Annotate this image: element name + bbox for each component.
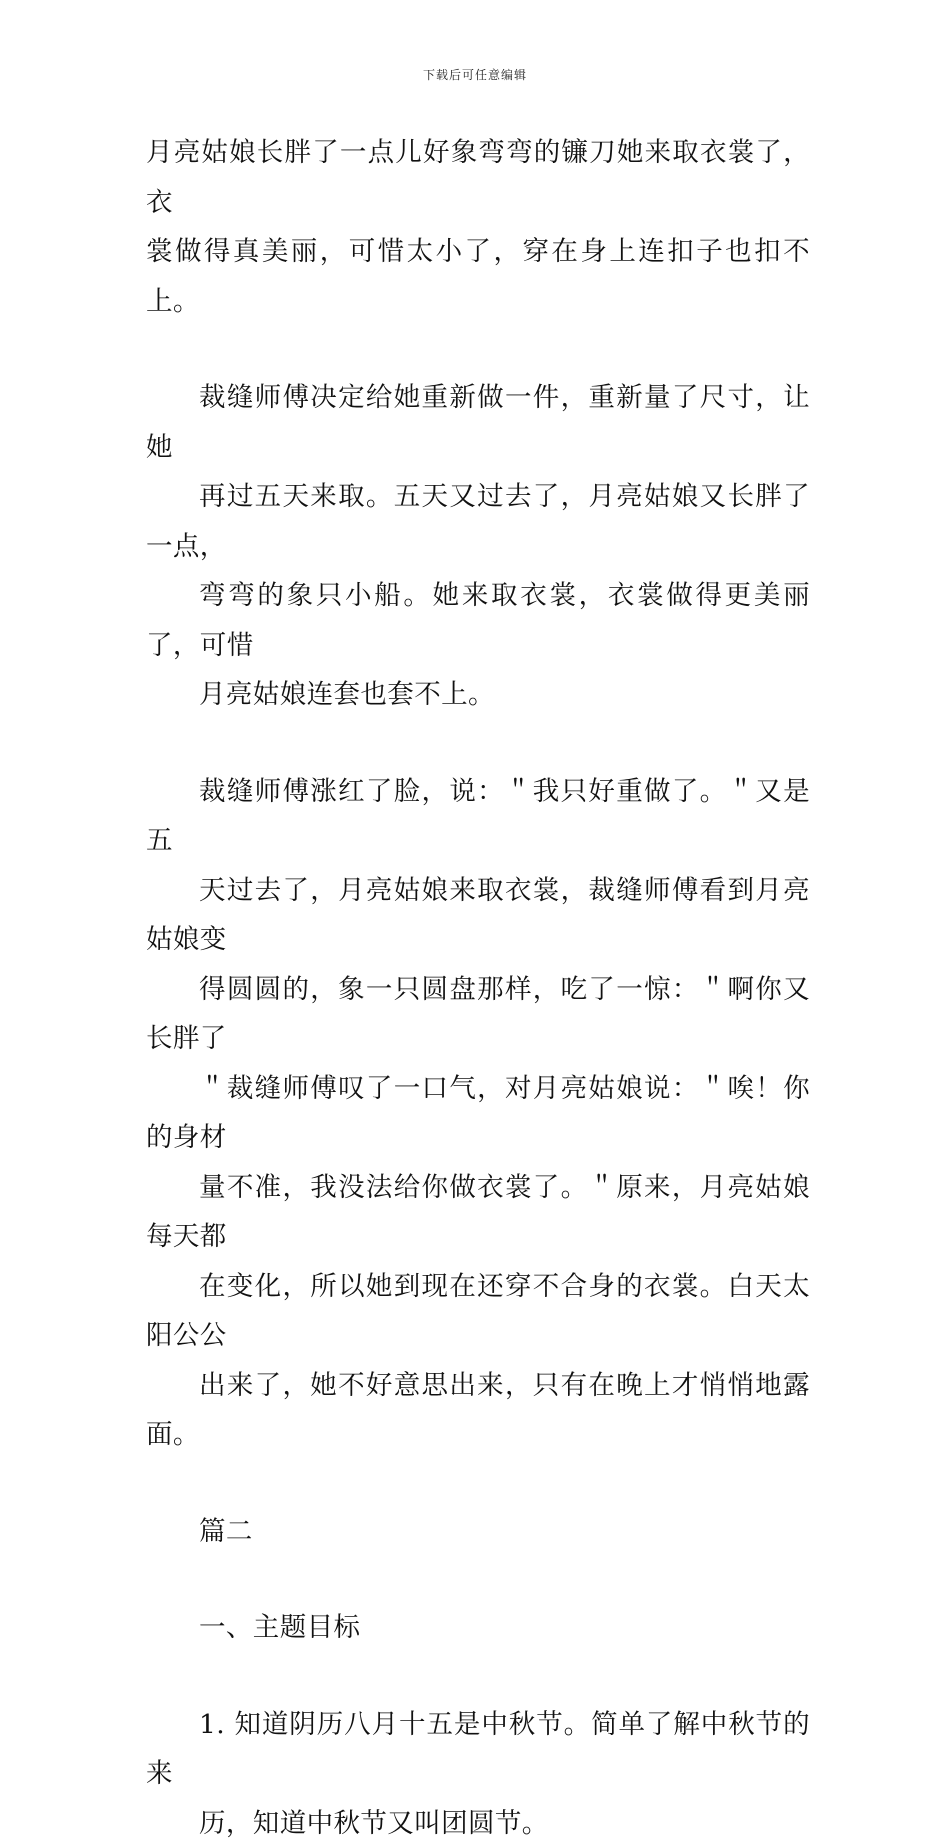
- text-line: 一、主题目标: [146, 1603, 810, 1653]
- text-line: 月亮姑娘连套也套不上。: [146, 670, 810, 720]
- text-line: 裳做得真美丽，可惜太小了，穿在身上连扣子也扣不上。: [146, 227, 810, 326]
- text-line: 再过五天来取。五天又过去了，月亮姑娘又长胖了一点，: [146, 472, 810, 571]
- paragraph-tailor-sighs: [146, 767, 810, 1460]
- text-line: 历，知道中秋节又叫团圆节。: [146, 1799, 810, 1848]
- text-line: ＂裁缝师傅叹了一口气，对月亮姑娘说：＂唉！你的身材: [146, 1064, 810, 1163]
- text-line: 篇二: [146, 1507, 810, 1557]
- text-line: 量不准，我没法给你做衣裳了。＂原来，月亮姑娘每天都: [146, 1163, 810, 1262]
- text-line: 出来了，她不好意思出来，只有在晚上才悄悄地露面。: [146, 1361, 810, 1460]
- paragraph-moon-grows: [146, 128, 810, 326]
- text-line: 裁缝师傅涨红了脸，说：＂我只好重做了。＂又是五: [146, 767, 810, 866]
- text-line: 得圆圆的，象一只圆盘那样，吃了一惊：＂啊你又长胖了: [146, 965, 810, 1064]
- subsection-heading: [146, 1603, 810, 1653]
- text-line: 弯弯的象只小船。她来取衣裳，衣裳做得更美丽了，可惜: [146, 571, 810, 670]
- text-line: 天过去了，月亮姑娘来取衣裳，裁缝师傅看到月亮姑娘变: [146, 866, 810, 965]
- page-header: 下载后可任意编辑: [0, 66, 950, 83]
- list-item-1: [146, 1700, 810, 1848]
- text-line: 在变化，所以她到现在还穿不合身的衣裳。白天太阳公公: [146, 1262, 810, 1361]
- text-line: 裁缝师傅决定给她重新做一件，重新量了尺寸，让她: [146, 373, 810, 472]
- text-line: 月亮姑娘长胖了一点儿好象弯弯的镰刀她来取衣裳了，衣: [146, 128, 810, 227]
- text-line: 1. 知道阴历八月十五是中秋节。简单了解中秋节的来: [146, 1700, 810, 1799]
- document-body: [146, 128, 810, 1848]
- paragraph-new-dress: [146, 373, 810, 720]
- section-heading: [146, 1507, 810, 1557]
